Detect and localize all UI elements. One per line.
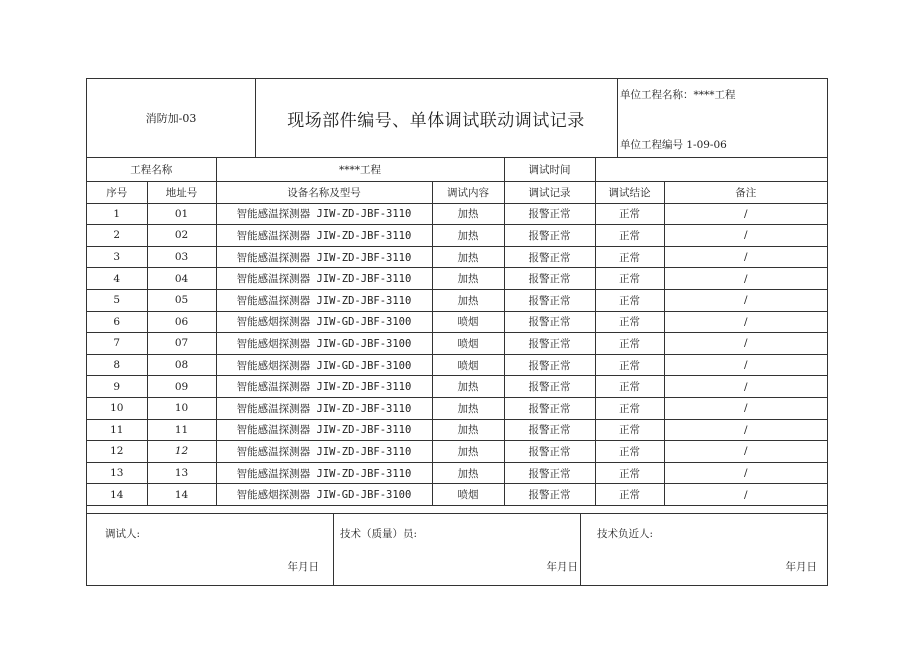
row-note: / [664,462,827,484]
row-note: / [664,311,827,333]
row-no: 6 [87,311,147,333]
row-note: / [664,225,827,247]
table-row [87,311,827,333]
row-address: 13 [147,462,216,484]
table-row [87,484,827,506]
form-header [87,79,827,158]
row-device: 智能感烟探测器 JIW-GD-JBF-3100 [216,354,432,376]
tech-lead-label: 技术负近人: [597,528,654,540]
row-address: 07 [147,333,216,355]
row-record: 报警正常 [504,311,595,333]
row-content: 加热 [432,441,504,463]
row-record: 报警正常 [504,484,595,506]
row-note: / [664,246,827,268]
row-result: 正常 [595,484,664,506]
row-result: 正常 [595,311,664,333]
row-content: 加热 [432,203,504,225]
row-device: 智能感温探测器 JIW-ZD-JBF-3110 [216,246,432,268]
form-title: 现场部件编号、单体调试联动调试记录 [255,79,618,157]
row-device: 智能感烟探测器 JIW-GD-JBF-3100 [216,484,432,506]
row-no: 5 [87,289,147,311]
row-address: 11 [147,419,216,441]
row-no: 1 [87,203,147,225]
row-record: 报警正常 [504,333,595,355]
row-address: 14 [147,484,216,506]
row-no: 2 [87,225,147,247]
col-header-no: 序号 [87,182,147,204]
row-note: / [664,484,827,506]
table-row [87,419,827,441]
row-no: 7 [87,333,147,355]
unit-project-name: 单位工程名称：****工程 [620,89,736,101]
project-name-value: ****工程 [216,157,504,182]
row-note: / [664,397,827,419]
row-device: 智能感温探测器 JIW-ZD-JBF-3110 [216,397,432,419]
row-record: 报警正常 [504,203,595,225]
row-no: 10 [87,397,147,419]
col-header-record: 调试记录 [504,182,595,204]
row-result: 正常 [595,268,664,290]
row-device: 智能感烟探测器 JIW-GD-JBF-3100 [216,333,432,355]
quality-date: 年月日 [546,561,578,573]
row-address: 08 [147,354,216,376]
project-name-label: 工程名称 [87,157,216,182]
row-device: 智能感温探测器 JIW-ZD-JBF-3110 [216,225,432,247]
table-row [87,246,827,268]
row-content: 喷烟 [432,354,504,376]
tester-label: 调试人: [105,528,141,540]
test-time-label: 调试时间 [504,157,595,182]
table-row [87,333,827,355]
table-row [87,289,827,311]
row-no: 9 [87,376,147,398]
row-device: 智能感温探测器 JIW-ZD-JBF-3110 [216,289,432,311]
row-no: 12 [87,441,147,463]
row-no: 14 [87,484,147,506]
row-content: 加热 [432,289,504,311]
unit-project-no: 单位工程编号 1-09-06 [620,139,727,151]
row-record: 报警正常 [504,462,595,484]
table-row [87,397,827,419]
row-record: 报警正常 [504,376,595,398]
row-address: 01 [147,203,216,225]
row-result: 正常 [595,333,664,355]
row-content: 加热 [432,397,504,419]
row-record: 报警正常 [504,246,595,268]
row-address: 02 [147,225,216,247]
row-content: 加热 [432,225,504,247]
row-content: 加热 [432,246,504,268]
quality-cell [334,514,581,586]
row-no: 13 [87,462,147,484]
row-record: 报警正常 [504,397,595,419]
row-result: 正常 [595,462,664,484]
table-row [87,225,827,247]
row-record: 报警正常 [504,354,595,376]
tester-cell [87,514,334,586]
row-device: 智能感温探测器 JIW-ZD-JBF-3110 [216,268,432,290]
row-no: 3 [87,246,147,268]
row-note: / [664,354,827,376]
row-no: 11 [87,419,147,441]
table-row [87,441,827,463]
row-record: 报警正常 [504,419,595,441]
row-result: 正常 [595,289,664,311]
row-address: 12 [147,441,216,463]
row-content: 喷烟 [432,311,504,333]
row-content: 加热 [432,376,504,398]
row-note: / [664,441,827,463]
row-address: 09 [147,376,216,398]
col-header-content: 调试内容 [432,182,504,204]
row-content: 喷烟 [432,333,504,355]
row-address: 10 [147,397,216,419]
table-row [87,354,827,376]
col-header-address: 地址号 [147,182,216,204]
row-record: 报警正常 [504,268,595,290]
form-code: 消防加-03 [87,79,256,157]
row-address: 04 [147,268,216,290]
row-content: 喷烟 [432,484,504,506]
row-content: 加热 [432,462,504,484]
row-note: / [664,376,827,398]
row-result: 正常 [595,225,664,247]
record-form [86,78,828,586]
row-content: 加热 [432,268,504,290]
col-header-device: 设备名称及型号 [216,182,432,204]
row-device: 智能感温探测器 JIW-ZD-JBF-3110 [216,203,432,225]
row-device: 智能感烟探测器 JIW-GD-JBF-3100 [216,311,432,333]
quality-label: 技术（质量）员: [340,528,418,540]
row-address: 06 [147,311,216,333]
row-result: 正常 [595,419,664,441]
row-no: 8 [87,354,147,376]
row-record: 报警正常 [504,225,595,247]
row-device: 智能感温探测器 JIW-ZD-JBF-3110 [216,441,432,463]
table-row [87,203,827,225]
row-record: 报警正常 [504,289,595,311]
row-result: 正常 [595,354,664,376]
row-note: / [664,289,827,311]
tech-lead-cell [581,514,827,586]
table-row [87,462,827,484]
row-result: 正常 [595,203,664,225]
row-device: 智能感温探测器 JIW-ZD-JBF-3110 [216,462,432,484]
signature-area [87,513,827,586]
column-header-row [87,182,827,204]
row-note: / [664,268,827,290]
col-header-result: 调试结论 [595,182,664,204]
row-note: / [664,333,827,355]
row-note: / [664,419,827,441]
row-result: 正常 [595,441,664,463]
tester-date: 年月日 [287,561,319,573]
project-info-row [87,157,827,182]
row-record: 报警正常 [504,441,595,463]
row-result: 正常 [595,376,664,398]
row-note: / [664,203,827,225]
row-device: 智能感温探测器 JIW-ZD-JBF-3110 [216,376,432,398]
test-time-value [595,157,827,182]
row-result: 正常 [595,246,664,268]
row-content: 加热 [432,419,504,441]
record-table [87,157,827,506]
col-header-note: 备注 [664,182,827,204]
row-device: 智能感温探测器 JIW-ZD-JBF-3110 [216,419,432,441]
table-row [87,376,827,398]
row-result: 正常 [595,397,664,419]
table-row [87,268,827,290]
row-no: 4 [87,268,147,290]
tech-lead-date: 年月日 [785,561,817,573]
row-address: 03 [147,246,216,268]
row-address: 05 [147,289,216,311]
